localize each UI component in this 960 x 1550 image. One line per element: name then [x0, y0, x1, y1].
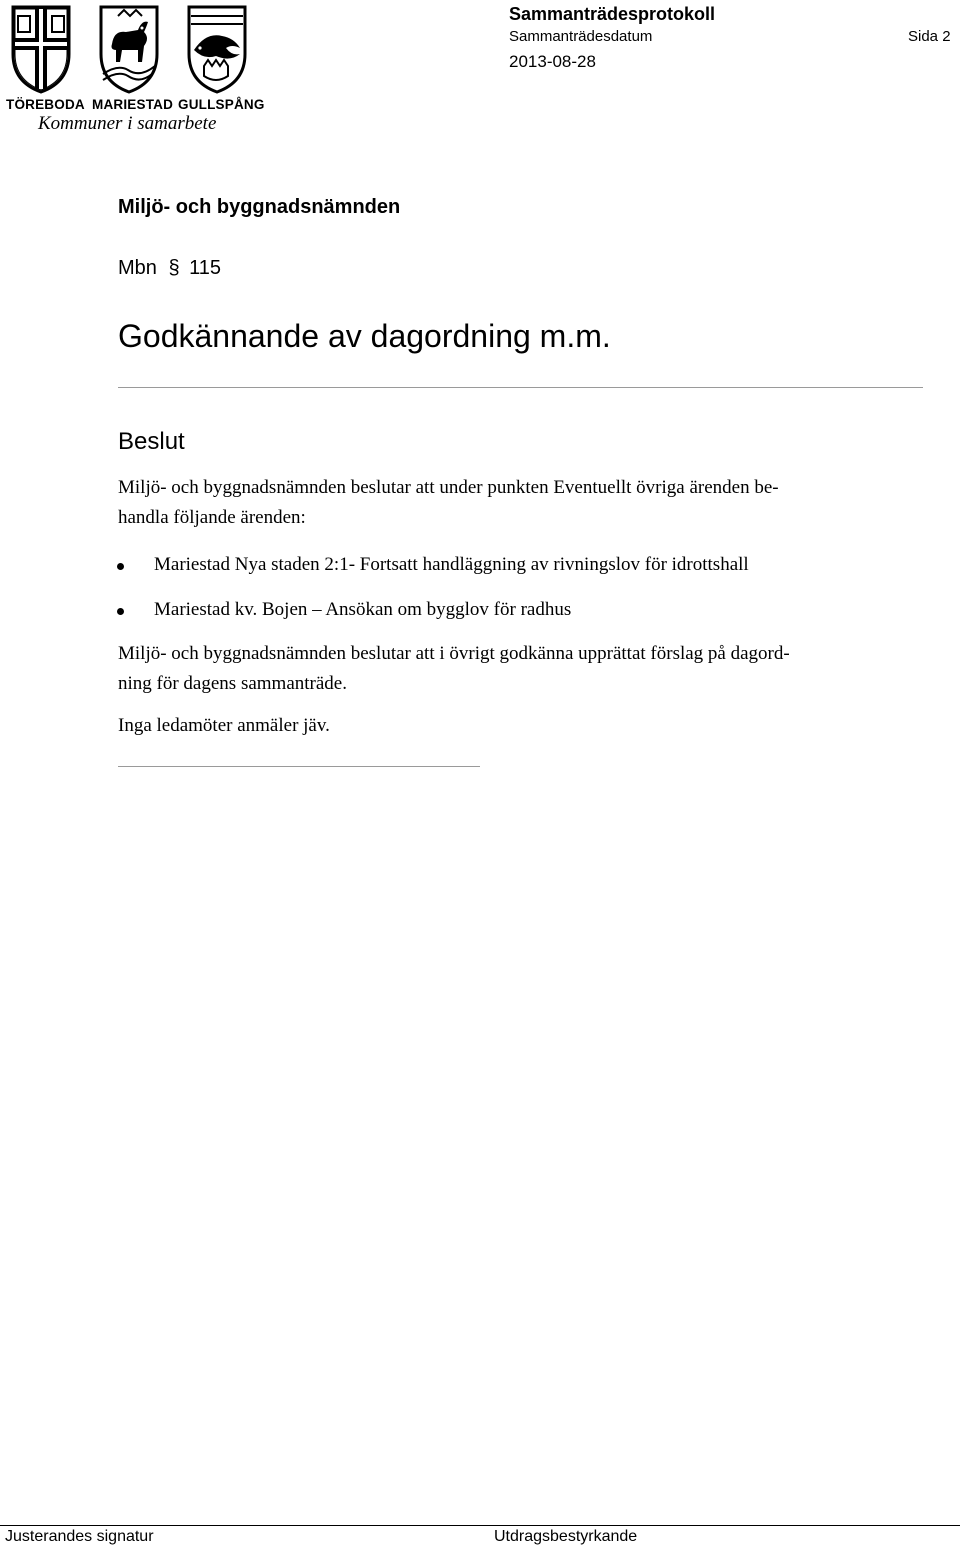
- gullspang-label: GULLSPÅNG: [178, 97, 265, 112]
- document-title: Sammanträdesprotokoll: [509, 4, 716, 24]
- paragraph-prefix: Mbn: [118, 257, 157, 279]
- bullet-icon: [117, 608, 124, 615]
- item-title: Godkännande av dagordning m.m.: [118, 318, 611, 354]
- list-item: Mariestad kv. Bojen – Ansökan om bygglov för radhus: [154, 599, 572, 620]
- gullspang-crest-icon: [186, 4, 248, 94]
- meeting-date-label: Sammanträdesdatum: [509, 28, 653, 45]
- footer-divider: [0, 1525, 960, 1526]
- bullet-icon: [117, 563, 124, 570]
- paragraph-reference: [118, 257, 221, 280]
- extract-certification-label: Utdragsbestyrkande: [494, 1528, 638, 1545]
- decision-intro-line-1: Miljö- och byggnadsnämnden beslutar att under punkten Eventuellt övriga ärenden be-: [118, 477, 779, 498]
- toreboda-crest-icon: [10, 4, 72, 94]
- decision-approval-line-1: Miljö- och byggnadsnämnden beslutar att i övrigt godkänna upprättat förslag på dagord-: [118, 643, 790, 664]
- meeting-date: 2013-08-28: [509, 52, 596, 71]
- conflict-of-interest-note: Inga ledamöter anmäler jäv.: [118, 715, 330, 736]
- end-divider: [118, 766, 480, 767]
- decision-intro-line-2: handla följande ärenden:: [118, 507, 306, 528]
- toreboda-label: TÖREBODA: [6, 97, 85, 112]
- paragraph-symbol: §: [168, 257, 180, 279]
- adjuster-signature-label: Justerandes signatur: [5, 1528, 154, 1545]
- mariestad-crest-icon: [98, 4, 160, 94]
- municipal-logo: [6, 4, 265, 134]
- section-divider: [118, 387, 923, 388]
- committee-name: Miljö- och byggnadsnämnden: [118, 196, 401, 218]
- page-number: Sida 2: [908, 28, 951, 45]
- decision-heading: Beslut: [118, 428, 185, 455]
- decision-approval-line-2: ning för dagens sammanträde.: [118, 673, 347, 694]
- mariestad-label: MARIESTAD: [92, 97, 174, 112]
- paragraph-number: 115: [189, 257, 222, 279]
- logo-tagline: Kommuner i samarbete: [38, 113, 217, 134]
- list-item: Mariestad Nya staden 2:1- Fortsatt handläggning av rivningslov för idrottshall: [154, 554, 749, 575]
